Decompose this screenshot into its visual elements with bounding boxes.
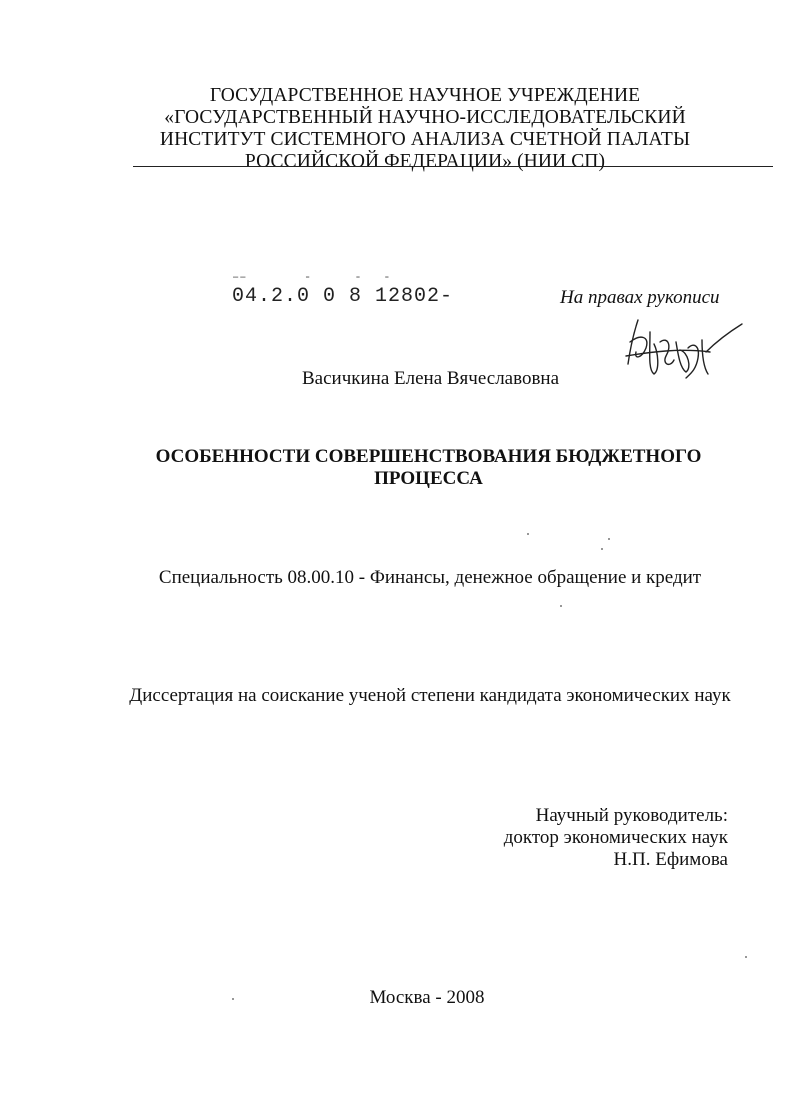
dissertation-purpose: Диссертация на соискание ученой степени кандидата экономических наук xyxy=(129,685,731,706)
supervisor-role: Научный руководитель: xyxy=(535,805,728,826)
city-year: Москва - 2008 xyxy=(369,987,485,1008)
scan-speck xyxy=(527,533,529,535)
scan-speck xyxy=(745,956,747,958)
signature-image xyxy=(620,312,750,382)
rights-note: На правах рукописи xyxy=(560,287,720,308)
institution-line-1: ГОСУДАРСТВЕННОЕ НАУЧНОЕ УЧРЕЖДЕНИЕ xyxy=(209,85,641,106)
registration-stamp: 04.2.0 0 8 12802- xyxy=(232,285,454,308)
supervisor-degree: доктор экономических наук xyxy=(503,827,728,848)
institution-line-4: РОССИЙСКОЙ ФЕДЕРАЦИИ» (НИИ СП) xyxy=(244,151,606,172)
stamp-marks: ‒‒ - - - xyxy=(232,270,391,284)
scan-speck xyxy=(601,548,603,550)
title-line-2: ПРОЦЕССА xyxy=(374,468,483,489)
supervisor-name: Н.П. Ефимова xyxy=(613,849,728,870)
scan-speck xyxy=(608,538,610,540)
scan-speck xyxy=(232,998,234,1000)
header-divider xyxy=(133,166,773,167)
dissertation-title xyxy=(110,446,747,490)
author-name: Васичкина Елена Вячеславовна xyxy=(302,368,560,389)
institution-header xyxy=(110,85,740,173)
supervisor-block xyxy=(504,805,728,871)
institution-line-2: «ГОСУДАРСТВЕННЫЙ НАУЧНО-ИССЛЕДОВАТЕЛЬСКИЙ xyxy=(164,107,686,128)
specialty-line: Специальность 08.00.10 - Финансы, денежное обращение и кредит xyxy=(158,567,702,588)
institution-line-3: ИНСТИТУТ СИСТЕМНОГО АНАЛИЗА СЧЕТНОЙ ПАЛАТЫ xyxy=(159,129,691,150)
scan-speck xyxy=(560,605,562,607)
title-line-1: ОСОБЕННОСТИ СОВЕРШЕНСТВОВАНИЯ БЮДЖЕТНОГО xyxy=(155,446,702,467)
